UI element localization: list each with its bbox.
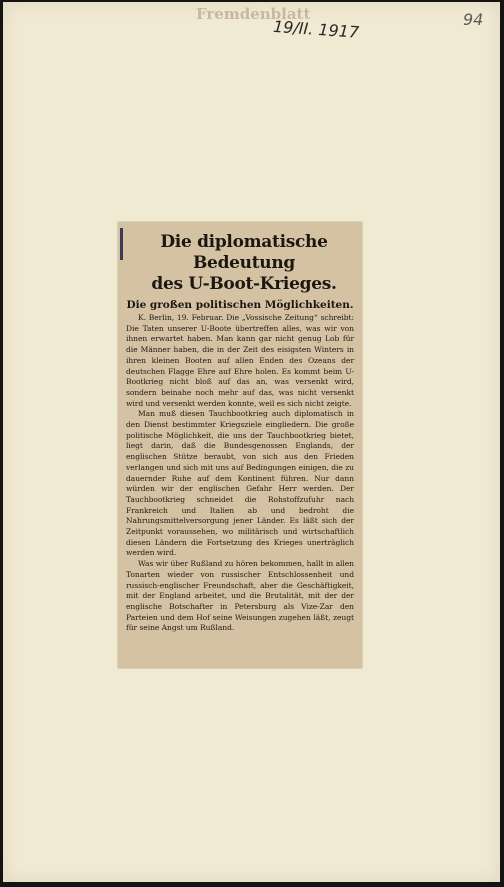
article-paragraph-3: Was wir über Rußland zu hören bekommen, hallt in allen Tonarten wieder von russischer Entschlossenheit und russisch-englischer Freundschaft, aber die Geschäftigkeit, mit der England arbeitet, und die Brutalität, mit der der englische Botschafter in Petersburg als Vize-Zar den Parteien und dem Hof seine Weisungen zugehen läßt, zeugt für seine Angst um Rußland. — [126, 559, 354, 633]
handwritten-date: 19/II. 1917 — [272, 16, 360, 42]
article-title — [132, 232, 356, 295]
newspaper-clipping — [118, 222, 362, 668]
clipping-edge-mark — [120, 228, 123, 260]
article-paragraph-1: K. Berlin, 19. Februar. Die „Vossische Zeitung“ schreibt: Die Taten unserer U-Boote übertreffen alles, was wir von ihnen erwartet haben. Man kann gar nicht genug Lob für die Männer haben, die in der Zeit des eisigsten Winters in ihren kleinen Booten auf allen Enden des Ozeans der deutschen Flagge Ehre auf Ehre holen. Es kommt beim U-Bootkrieg nicht bloß auf das an, was versenkt wird, sondern beinahe noch mehr auf das, was nicht versenkt wird und versenkt werden konnte, weil es sich nicht zeigte. — [126, 313, 354, 408]
article-title-line2: des U-Boot-Krieges. — [151, 274, 337, 294]
newspaper-stamp: Fremdenblatt — [196, 5, 311, 23]
page-number: 94 — [463, 10, 484, 29]
article-paragraph-2: Man muß diesen Tauchbootkrieg auch diplomatisch in den Dienst bestimmter Kriegsziele eingliedern. Die große politische Möglichkeit, die uns der Tauchbootkrieg bietet, liegt darin, daß die Bundesgenossen Englands, der englischen Stütze beraubt, von sich aus den Frieden verlangen und sich mit uns auf Bedingungen einigen, die zu dauernder Ruhe auf dem Kontinent führen. Nur dann würden wir der englischen Gefahr Herr werden. Der Tauchbootkrieg schneidet die Rohstoffzufuhr nach Frankreich und Italien ab und bedroht die Nahrungsmittelversorgung jener Länder. Es läßt sich der Zeitpunkt voraussehen, wo militärisch und wirtschaftlich diesen Ländern die Fortsetzung des Krieges unerträglich werden wird. — [126, 409, 354, 558]
article-subtitle: Die großen politischen Möglichkeiten. — [126, 299, 354, 311]
article-title-line1: Die diplomatische Bedeutung — [160, 232, 328, 273]
